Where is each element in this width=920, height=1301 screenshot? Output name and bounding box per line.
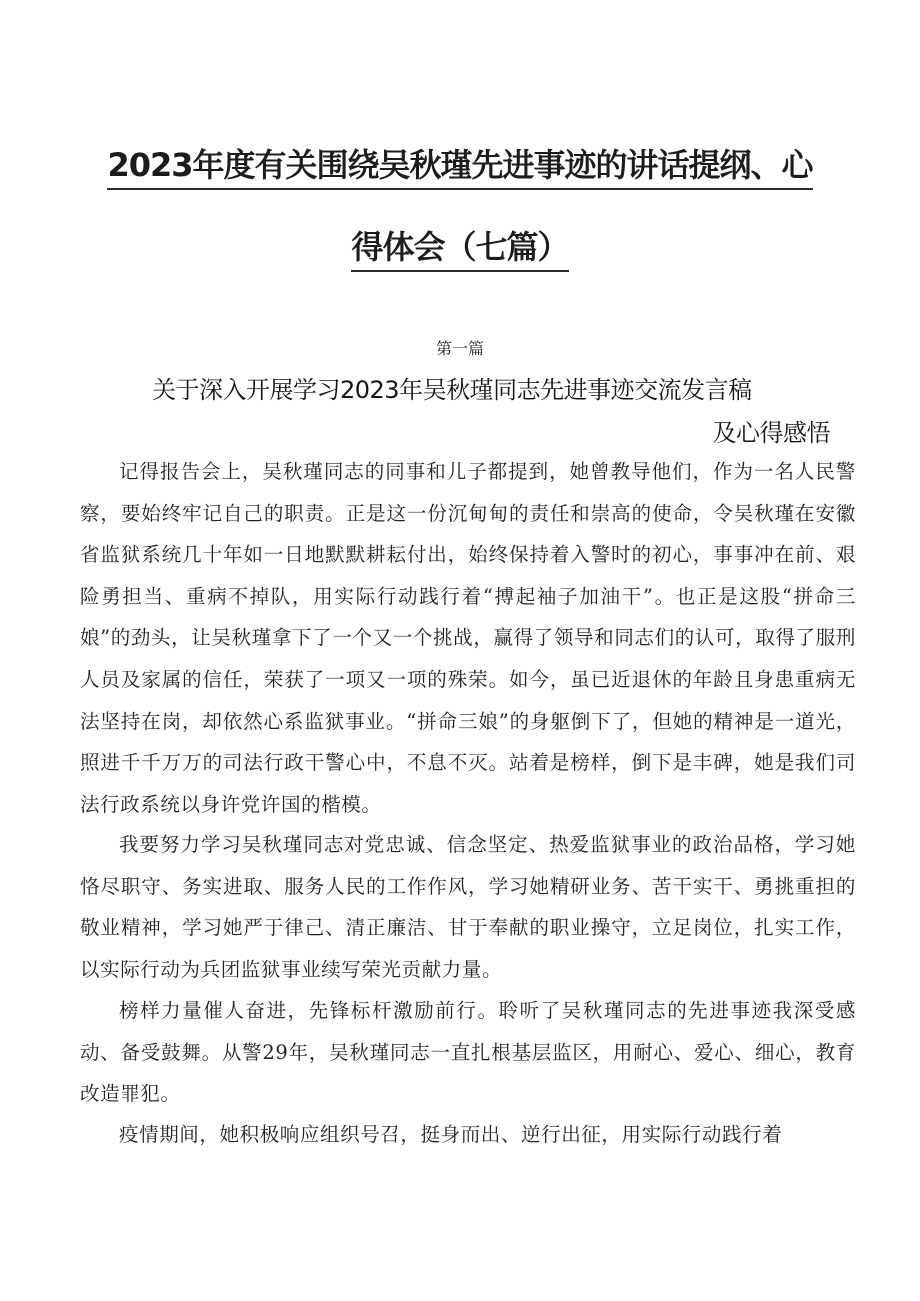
document-title-line-2 — [60, 222, 860, 268]
body-paragraph-2: 我要努力学习吴秋瑾同志对党忠诚、信念坚定、热爱监狱事业的政治品格，学习她恪尽职守、务实进取、服务人民的工作作风，学习她精研业务、苦干实干、勇挑重担的敬业精神，学习她严于律己、清正廉洁、甘于奉献的职业操守，立足岗位，扎实工作，以实际行动为兵团监狱事业续写荣光贡献力量。 — [80, 833, 856, 981]
document-title-text-1: 2023年度有关围绕吴秋瑾先进事迹的讲话提纲、心 — [107, 146, 812, 190]
section-subtitle-line-1: 关于深入开展学习2023年吴秋瑾同志先进事迹交流发言稿 — [152, 376, 752, 404]
body-paragraph-3: 榜样力量催人奋进，先锋标杆激励前行。聆听了吴秋瑾同志的先进事迹我深受感动、备受鼓舞。从警29年，吴秋瑾同志一直扎根基层监区，用耐心、爱心、细心，教育改造罪犯。 — [80, 999, 856, 1106]
body-paragraph-1: 记得报告会上，吴秋瑾同志的同事和儿子都提到，她曾教导他们，作为一名人民警察，要始终牢记自己的职责。正是这一份沉甸甸的责任和崇高的使命，令吴秋瑾在安徽省监狱系统几十年如一日地默默耕耘付出，始终保持着入警时的初心，事事冲在前、艰险勇担当、重病不掉队，用实际行动践行着“搏起袖子加油干”。也正是这股“拼命三娘”的劲头，让吴秋瑾拿下了一个又一个挑战，赢得了领导和同志们的认可，取得了服刑人员及家属的信任，荣获了一项又一项的殊荣。如今，虽已近退休的年龄且身患重病无法坚持在岗，却依然心系监狱事业。“拼命三娘”的身躯倒下了，但她的精神是一道光，照进千千万万的司法行政干警心中，不息不灭。站着是榜样，倒下是丰碑，她是我们司法行政系统以身许党许国的楷模。 — [80, 460, 856, 816]
section-subtitle-line-2: 及心得感悟 — [712, 419, 830, 447]
section-label: 第一篇 — [435, 339, 484, 358]
body-paragraph-4: 疫情期间，她积极响应组织号召，挺身而出、逆行出征，用实际行动践行着 — [119, 1123, 783, 1146]
document-title-line-1 — [60, 140, 860, 186]
document-title-text-2: 得体会（七篇） — [351, 228, 568, 272]
